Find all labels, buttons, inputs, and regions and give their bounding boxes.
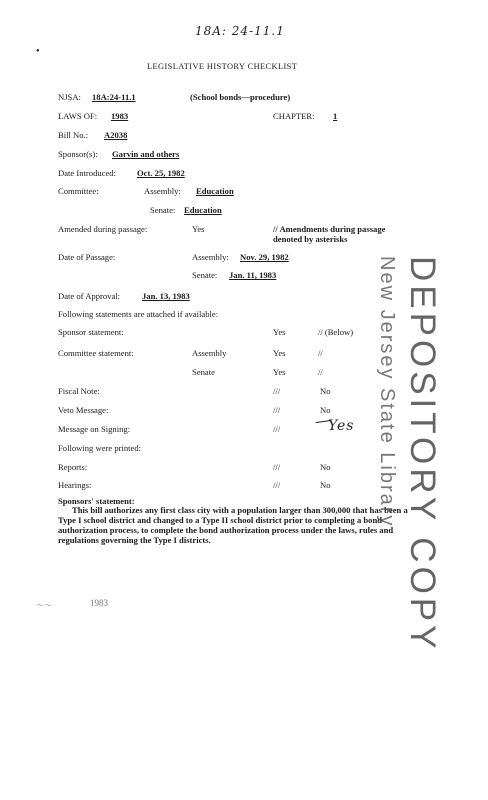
date-of-passage-label: Date of Passage: bbox=[58, 252, 116, 262]
njsa-label: NJSA: bbox=[58, 92, 81, 102]
reports-value: No bbox=[320, 462, 331, 472]
date-introduced-value: Oct. 25, 1982 bbox=[137, 168, 185, 178]
fiscal-note-label: Fiscal Note: bbox=[58, 386, 100, 396]
passage-senate-value: Jan. 11, 1983 bbox=[229, 270, 277, 280]
sponsor-statement-label: Sponsor statement: bbox=[58, 327, 124, 337]
faint-year-mark: 1983 bbox=[90, 598, 108, 608]
committee-senate-value: Education bbox=[184, 205, 222, 215]
passage-senate-label: Senate: bbox=[192, 270, 218, 280]
page-title: LEGISLATIVE HISTORY CHECKLIST bbox=[147, 62, 298, 71]
njsa-value: 18A:24-11.1 bbox=[92, 92, 136, 102]
veto-message-value: No bbox=[320, 405, 331, 415]
amended-value: Yes bbox=[192, 224, 205, 234]
laws-of-label: LAWS OF: bbox=[58, 111, 98, 121]
committee-statement-senate-yes: Yes bbox=[273, 367, 286, 377]
sponsors-label: Sponsor(s): bbox=[58, 149, 98, 159]
date-of-approval-label: Date of Approval: bbox=[58, 291, 121, 301]
committee-statement-assembly-yes: Yes bbox=[273, 348, 286, 358]
speck-mark: • bbox=[36, 46, 40, 57]
sponsor-statement-yes: Yes bbox=[273, 327, 286, 337]
sponsors-statement-heading: Sponsors' statement: bbox=[58, 496, 135, 506]
passage-assembly-value: Nov. 29, 1982 bbox=[240, 252, 289, 262]
committee-statement-assembly-mark: // bbox=[318, 348, 323, 358]
committee-statement-senate-mark: // bbox=[318, 367, 323, 377]
veto-message-mark: /// bbox=[273, 405, 281, 415]
printed-intro: Following were printed: bbox=[58, 443, 142, 453]
hearings-value: No bbox=[320, 480, 331, 490]
attached-intro: Following statements are attached if available: bbox=[58, 309, 219, 319]
fiscal-note-mark: /// bbox=[273, 386, 281, 396]
bill-no-value: A2038 bbox=[104, 130, 128, 140]
message-on-signing-label: Message on Signing: bbox=[58, 424, 131, 434]
message-on-signing-mark: /// bbox=[273, 424, 281, 434]
chapter-value: 1 bbox=[333, 111, 338, 121]
committee-statement-senate-label: Senate bbox=[192, 367, 215, 377]
date-of-approval-value: Jan. 13, 1983 bbox=[142, 291, 190, 301]
handwritten-citation: 18A: 24-11.1 bbox=[195, 24, 285, 38]
depository-copy-stamp: DEPOSITORY COPY bbox=[403, 256, 442, 653]
bill-no-label: Bill No.: bbox=[58, 130, 89, 140]
state-library-stamp: New Jersey State Library bbox=[376, 256, 398, 528]
amended-note-line1: // Amendments during passage bbox=[273, 224, 386, 234]
sponsors-statement-body bbox=[58, 505, 418, 545]
faint-scribble: ～～ bbox=[36, 601, 52, 610]
fiscal-note-value: No bbox=[320, 386, 331, 396]
committee-senate-label: Senate: bbox=[150, 205, 176, 215]
committee-statement-label: Committee statement: bbox=[58, 348, 134, 358]
date-introduced-label: Date Introduced: bbox=[58, 168, 116, 178]
njsa-note: (School bonds—procedure) bbox=[190, 92, 291, 102]
committee-assembly-label: Assembly: bbox=[144, 186, 181, 196]
reports-label: Reports: bbox=[58, 462, 88, 472]
reports-mark: /// bbox=[273, 462, 281, 472]
committee-assembly-value: Education bbox=[196, 186, 234, 196]
passage-assembly-label: Assembly: bbox=[192, 252, 229, 262]
sponsors-statement-text: This bill authorizes any first class city with a population larger than 300,000 that has been a Type I school district and changed to a Type II school district prior to completing a bond authorization process, to complete the bond authorization process under the laws, rules and regulations governing the Type I districts. bbox=[58, 505, 408, 545]
laws-of-value: 1983 bbox=[111, 111, 129, 121]
committee-label: Committee: bbox=[58, 186, 99, 196]
hearings-label: Hearings: bbox=[58, 480, 92, 490]
amended-note-line2: denoted by asterisks bbox=[273, 234, 348, 244]
hearings-mark: /// bbox=[273, 480, 281, 490]
message-on-signing-value: Yes bbox=[328, 418, 355, 434]
sponsor-statement-mark: // (Below) bbox=[318, 327, 354, 337]
committee-statement-assembly-label: Assembly bbox=[192, 348, 227, 358]
sponsors-value: Garvin and others bbox=[112, 149, 180, 159]
amended-label: Amended during passage: bbox=[58, 224, 148, 234]
chapter-label: CHAPTER: bbox=[273, 111, 315, 121]
veto-message-label: Veto Message: bbox=[58, 405, 109, 415]
